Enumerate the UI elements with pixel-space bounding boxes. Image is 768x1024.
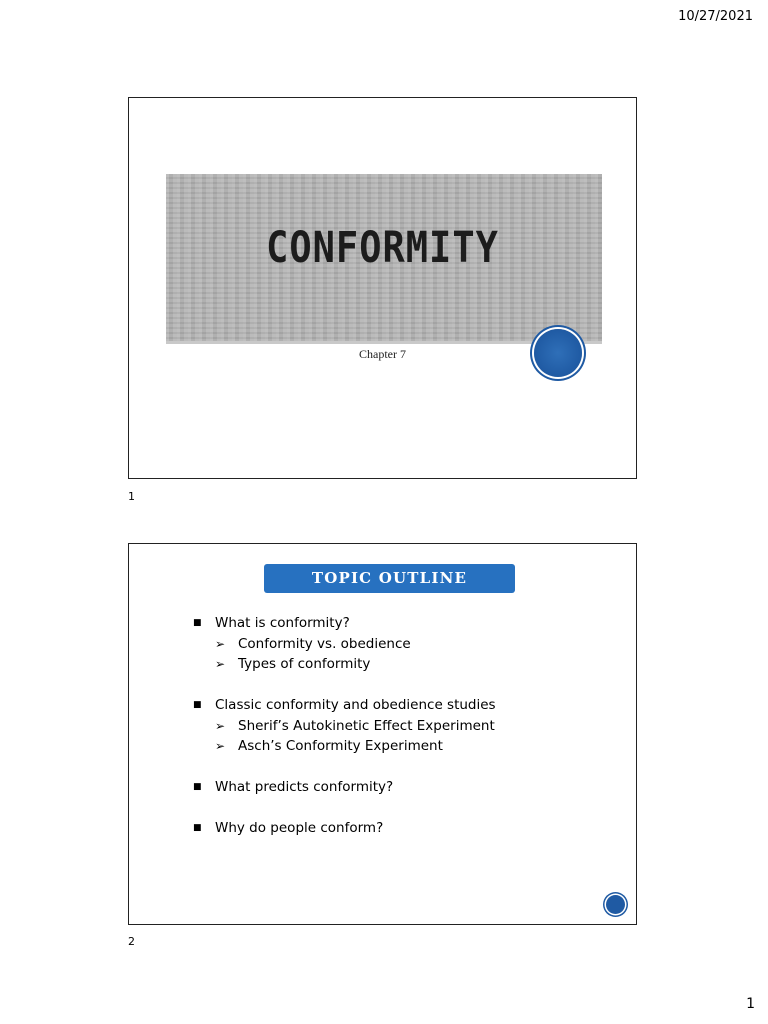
outline-subitem: ➢ Types of conformity <box>215 654 496 675</box>
arrow-bullet-icon: ➢ <box>215 657 226 671</box>
arrow-bullet-icon: ➢ <box>215 636 226 651</box>
outline-item-text: What is conformity? <box>215 615 350 631</box>
square-bullet-icon: ■ <box>193 782 202 792</box>
topic-outline-list <box>191 613 496 859</box>
arrow-bullet-icon: ➢ <box>215 718 226 733</box>
blue-circle-badge-icon <box>606 895 625 914</box>
slide-number-1: 1 <box>128 490 135 503</box>
outline-item <box>191 695 496 757</box>
outline-item-text: Classic conformity and obedience studies <box>215 697 496 713</box>
slide-1 <box>128 97 637 479</box>
slide-subtitle: Chapter 7 <box>359 347 406 361</box>
slide-2 <box>128 543 637 925</box>
outline-item-text: What predicts conformity? <box>215 779 394 795</box>
square-bullet-icon: ■ <box>193 618 202 628</box>
square-bullet-icon: ■ <box>193 700 202 710</box>
outline-item <box>191 613 496 675</box>
document-date: 10/27/2021 <box>678 9 753 24</box>
outline-item <box>191 777 496 798</box>
square-bullet-icon: ■ <box>193 823 202 833</box>
topic-outline-header: TOPIC OUTLINE <box>264 564 515 593</box>
blue-circle-badge-icon <box>534 329 582 377</box>
outline-subitem: ➢ Asch’s Conformity Experiment <box>215 736 496 757</box>
outline-item <box>191 818 496 839</box>
page-number: 1 <box>746 996 755 1012</box>
outline-subitem: ➢ Sherif’s Autokinetic Effect Experiment <box>215 716 496 737</box>
arrow-bullet-icon: ➢ <box>215 739 226 753</box>
outline-item-text: Why do people conform? <box>215 820 384 836</box>
slide-number-2: 2 <box>128 935 135 948</box>
slide-title: CONFORMITY <box>266 222 499 273</box>
outline-subitem: ➢ Conformity vs. obedience <box>215 634 496 655</box>
